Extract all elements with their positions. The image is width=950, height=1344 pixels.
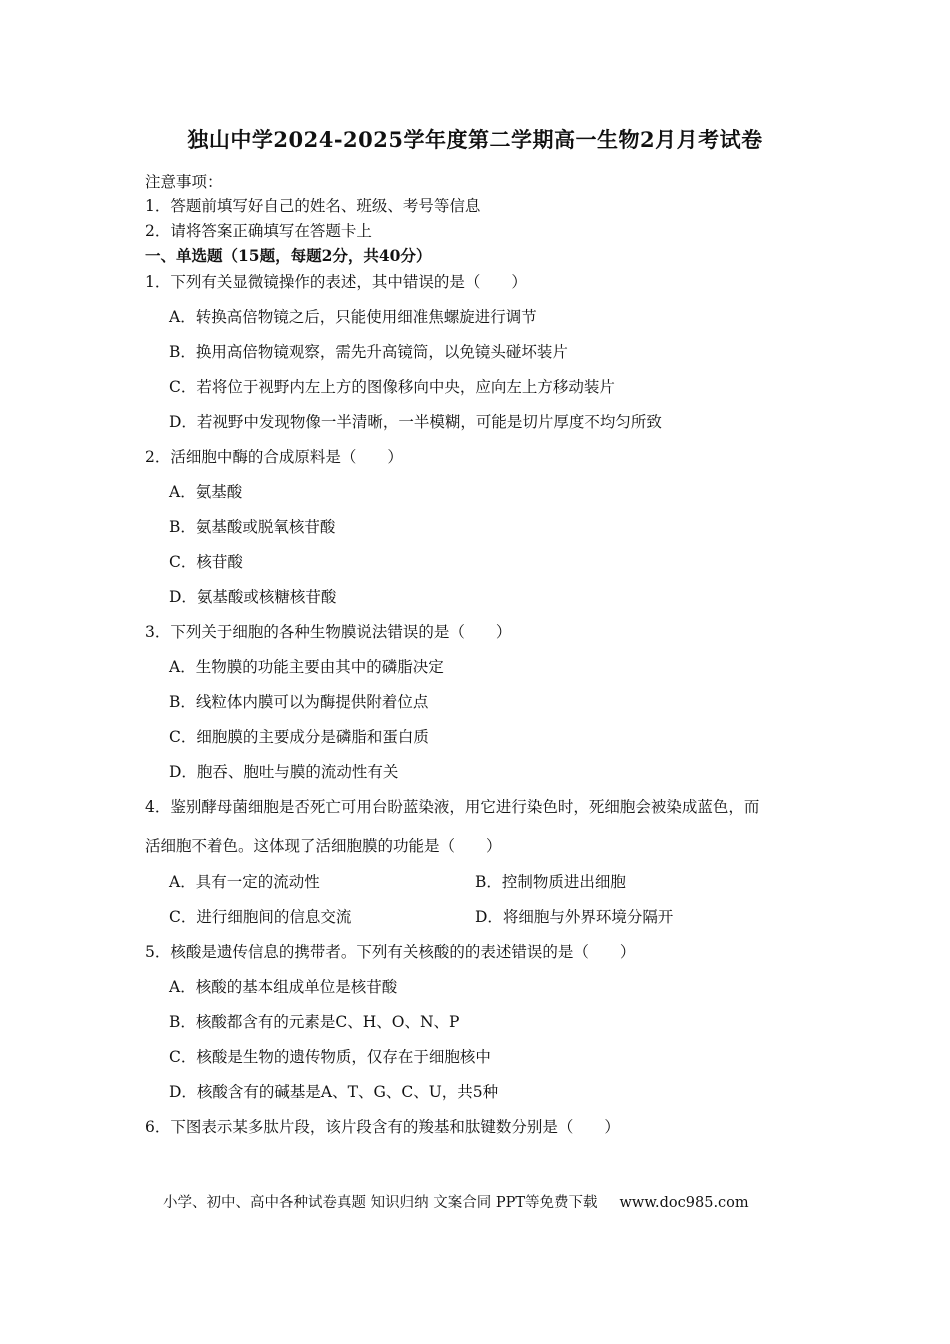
- question-3-option-b: B．线粒体内膜可以为酶提供附着位点: [169, 693, 429, 711]
- question-2-option-d: D．氨基酸或核糖核苷酸: [169, 588, 337, 606]
- question-2-stem: 2．活细胞中酶的合成原料是（ ）: [145, 448, 403, 466]
- notice-heading: 注意事项：: [145, 173, 223, 191]
- question-1-option-b: B．换用高倍物镜观察，需先升高镜筒，以免镜头碰坏装片: [169, 343, 568, 361]
- question-5-option-d: D．核酸含有的碱基是A、T、G、C、U，共5种: [169, 1083, 499, 1101]
- question-4-option-a: A．具有一定的流动性: [169, 873, 320, 891]
- question-5-option-c: C．核酸是生物的遗传物质，仅存在于细胞核中: [169, 1048, 491, 1066]
- question-1-option-a: A．转换高倍物镜之后，只能使用细准焦螺旋进行调节: [169, 308, 537, 326]
- question-1-option-c: C．若将位于视野内左上方的图像移向中央，应向左上方移动装片: [169, 378, 615, 396]
- question-1-stem: 1．下列有关显微镜操作的表述，其中错误的是（ ）: [145, 273, 527, 291]
- footer-text: 小学、初中、高中各种试卷真题 知识归纳 文案合同 PPT等免费下载: [163, 1195, 598, 1211]
- question-2-option-c: C．核苷酸: [169, 553, 243, 571]
- question-5-stem: 5．核酸是遗传信息的携带者。下列有关核酸的的表述错误的是（ ）: [145, 943, 636, 961]
- section-heading: 一、单选题（15题，每题2分，共40分）: [145, 246, 432, 265]
- question-5-option-b: B．核酸都含有的元素是C、H、O、N、P: [169, 1013, 460, 1031]
- question-3-option-a: A．生物膜的功能主要由其中的磷脂决定: [169, 658, 444, 676]
- question-6-stem: 6．下图表示某多肽片段，该片段含有的羧基和肽键数分别是（ ）: [145, 1118, 620, 1136]
- question-1-option-d: D．若视野中发现物像一半清晰，一半模糊，可能是切片厚度不均匀所致: [169, 413, 662, 431]
- notice-item-2: 2．请将答案正确填写在答题卡上: [145, 222, 372, 240]
- page-title: 独山中学2024-2025学年度第二学期高一生物2月月考试卷: [187, 127, 763, 152]
- question-4-stem-line-2: 活细胞不着色。这体现了活细胞膜的功能是（ ）: [145, 837, 502, 855]
- question-4-stem-line-1: 4．鉴别酵母菌细胞是否死亡可用台盼蓝染液，用它进行染色时，死细胞会被染成蓝色，而: [145, 798, 760, 816]
- question-4-option-b: B．控制物质进出细胞: [475, 873, 626, 891]
- question-5-option-a: A．核酸的基本组成单位是核苷酸: [169, 978, 398, 996]
- question-4-option-d: D．将细胞与外界环境分隔开: [475, 908, 674, 926]
- notice-item-1: 1．答题前填写好自己的姓名、班级、考号等信息: [145, 197, 481, 215]
- question-3-option-d: D．胞吞、胞吐与膜的流动性有关: [169, 763, 399, 781]
- page-footer: [163, 1191, 749, 1212]
- question-2-option-a: A．氨基酸: [169, 483, 243, 501]
- footer-url-link[interactable]: www.doc985.com: [619, 1195, 749, 1211]
- question-4-option-c: C．进行细胞间的信息交流: [169, 908, 352, 926]
- question-3-stem: 3．下列关于细胞的各种生物膜说法错误的是（ ）: [145, 623, 512, 641]
- question-2-option-b: B．氨基酸或脱氧核苷酸: [169, 518, 336, 536]
- question-3-option-c: C．细胞膜的主要成分是磷脂和蛋白质: [169, 728, 429, 746]
